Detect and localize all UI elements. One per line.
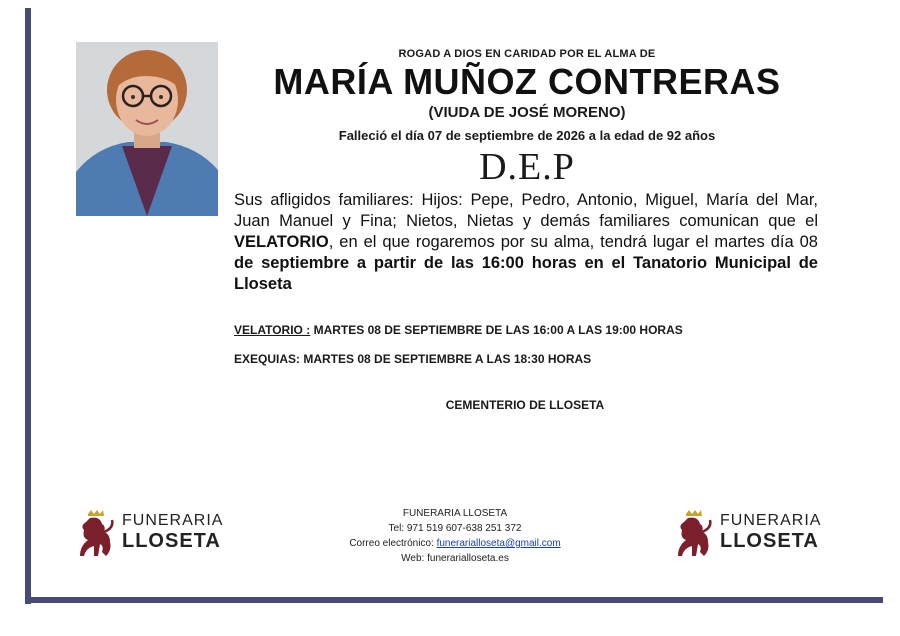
deceased-photo [76,42,218,216]
velatorio-label: VELATORIO : [234,323,311,337]
footer-company: FUNERARIA LLOSETA [402,508,508,519]
footer-email-link[interactable]: funerarialloseta@gmail.com [436,538,561,549]
logo-line1: FUNERARIA [122,512,224,529]
velatorio-word: VELATORIO [234,233,329,251]
logo-line1: FUNERARIA [720,512,822,529]
lion-icon [76,510,116,558]
footer-web: Web: funerarialloseta.es [401,553,509,564]
funeraria-logo-right [674,510,834,558]
page-border-left [25,8,31,604]
dep-heading: D.E.P [479,146,575,188]
lion-icon [674,510,714,558]
announcement-paragraph [234,190,818,295]
announcement-text-2: , en el que rogaremos por su alma, tendrá lugar el martes día 08 [328,233,818,251]
cemetery-line: CEMENTERIO DE LLOSETA [445,398,605,412]
announcement-text-1: Sus afligidos familiares: Hijos: Pepe, Pedro, Antonio, Miguel, María del Mar, Juan Manuel y Fina; Nietos, Nietas y demás familiares comunican que el [234,191,818,230]
footer-email-line [300,536,610,551]
prayer-intro: ROGAD A DIOS EN CARIDAD POR EL ALMA DE [398,48,656,60]
page-border-bottom [25,597,883,603]
footer-email-label: Correo electrónico: [349,538,437,549]
velatorio-time: MARTES 08 DE SEPTIEMBRE DE LAS 16:00 A LAS 19:00 HORAS [310,323,683,337]
announcement-bold-tail: de septiembre a partir de las 16:00 horas en el Tanatorio Municipal de Lloseta [234,254,818,293]
death-date-line: Falleció el día 07 de septiembre de 2026 a la edad de 92 años [338,128,716,143]
logo-line2: LLOSETA [720,530,819,552]
deceased-name: MARÍA MUÑOZ CONTRERAS [273,61,781,102]
logo-line2: LLOSETA [122,530,221,552]
exequias-line: EXEQUIAS: MARTES 08 DE SEPTIEMBRE A LAS 18:30 HORAS [234,352,592,366]
velatorio-line [234,323,683,337]
footer-phone: Tel: 971 519 607-638 251 372 [388,523,522,534]
footer-contact [300,506,610,566]
widow-of-line: (VIUDA DE JOSÉ MORENO) [428,104,626,121]
funeraria-logo-left [76,510,236,558]
